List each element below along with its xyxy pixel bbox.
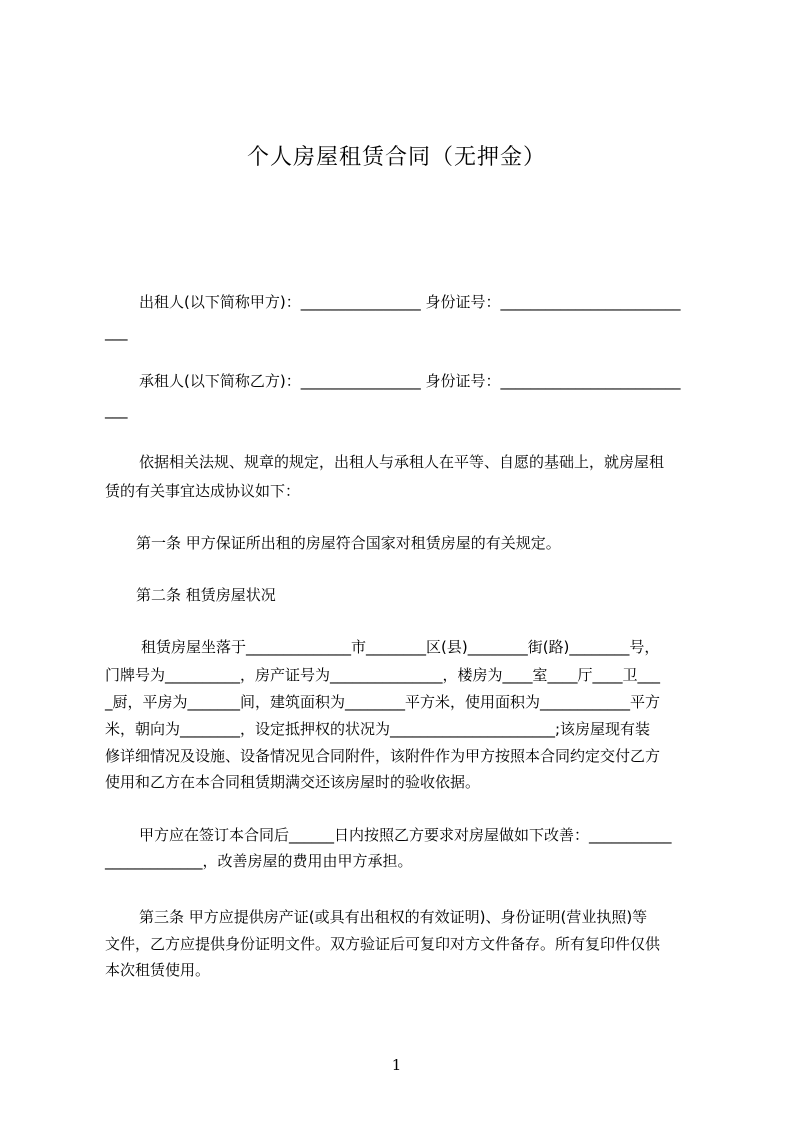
lessee-line-continued: ___ [105, 401, 128, 419]
improvement-line-1: 甲方应在签订本合同后______日内按照乙方要求对房屋做如下改善：___________ [139, 826, 672, 844]
preamble-line-2: 赁的有关事宜达成协议如下： [105, 482, 301, 500]
property-description-line-4: 米，朝向为________，设定抵押权的状况为______________________;该房屋现有装 [105, 720, 651, 738]
property-description-line-1: 租赁房屋坐落于______________市________区(县)________街(路)________号， [141, 638, 660, 656]
lessee-line: 承租人(以下简称乙方)：________________ 身份证号：________________________ [139, 372, 681, 390]
property-description-line-6: 使用和乙方在本合同租赁期满交还该房屋时的验收依据。 [105, 773, 481, 791]
page-title: 个人房屋租赁合同（无押金） [246, 145, 546, 170]
article-2-heading: 第二条 租赁房屋状况 [136, 586, 276, 604]
lessor-line-continued: ___ [105, 323, 128, 341]
article-1: 第一条 甲方保证所出租的房屋符合国家对租赁房屋的有关规定。 [136, 534, 561, 552]
property-description-line-2: 门牌号为__________，房产证号为_______________，楼房为____室____厅____卫___ [105, 666, 661, 684]
property-description-line-3: _厨，平房为_______间，建筑面积为________平方米，使用面积为____________平方 [105, 693, 661, 711]
article-3-line-3: 本次租赁使用。 [105, 961, 211, 979]
lessor-line: 出租人(以下简称甲方)：________________ 身份证号：________________________ [139, 293, 681, 311]
preamble-line-1: 依据相关法规、规章的规定，出租人与承租人在平等、自愿的基础上，就房屋租 [139, 453, 665, 471]
page-number: 1 [391, 1056, 402, 1074]
article-3-line-2: 文件，乙方应提供身份证明文件。双方验证后可复印对方文件备存。所有复印件仅供 [105, 935, 661, 953]
property-description-line-5: 修详细情况及设施、设备情况见合同附件，该附件作为甲方按照本合同约定交付乙方 [105, 747, 661, 765]
article-3-line-1: 第三条 甲方应提供房产证(或具有出租权的有效证明)、身份证明(营业执照)等 [139, 908, 648, 926]
improvement-line-2: _____________，改善房屋的费用由甲方承担。 [105, 852, 413, 870]
